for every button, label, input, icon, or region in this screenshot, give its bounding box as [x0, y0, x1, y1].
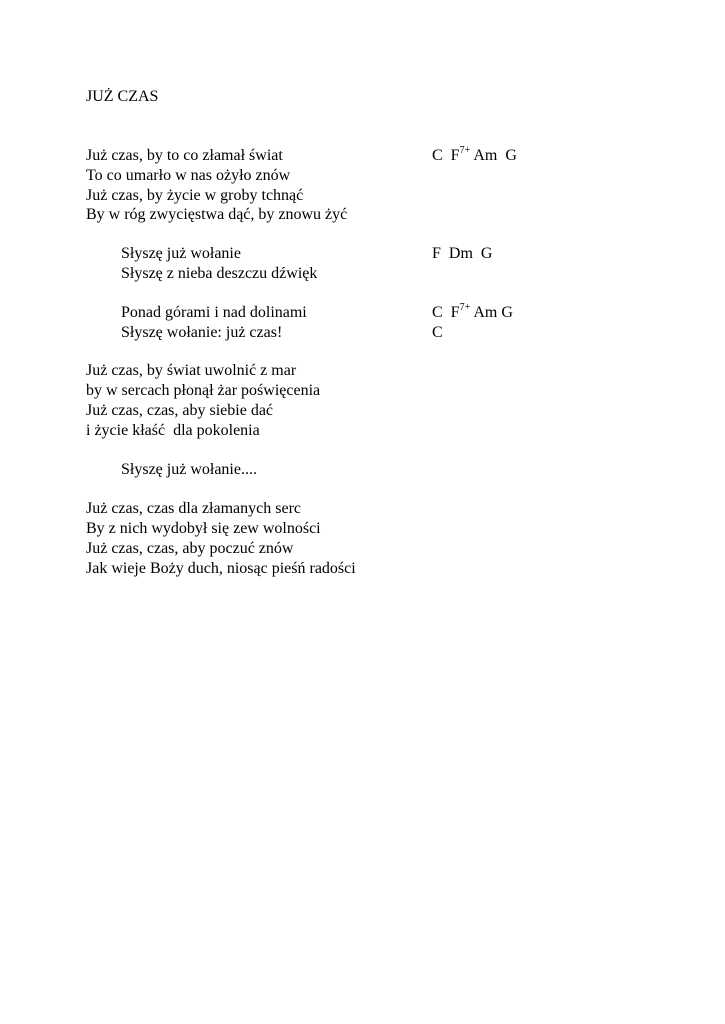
verse3-line-2: By z nich wydobył się zew wolności	[86, 520, 321, 537]
verse3-line-4: Jak wieje Boży duch, niosąc pieśń radości	[86, 560, 356, 577]
chords-chorus2-line1	[432, 303, 513, 323]
chord-superscript: 7+	[459, 145, 471, 156]
chord-text: C F	[432, 147, 460, 164]
verse2-line-4: i życie kłaść dla pokolenia	[86, 422, 260, 439]
verse1-line-4: By w róg zwycięstwa dąć, by znowu żyć	[86, 206, 348, 223]
chord-text: C F	[432, 304, 460, 321]
verse3-line-1: Już czas, czas dla złamanych serc	[86, 500, 301, 517]
chorus1-line-1: Słyszę już wołanie	[121, 245, 241, 262]
verse2-line-1: Już czas, by świat uwolnić z mar	[86, 362, 297, 379]
chords-verse1	[432, 146, 517, 166]
verse2-line-2: by w sercach płonął żar poświęcenia	[86, 382, 321, 399]
verse1-line-1: Już czas, by to co złamał świat	[86, 147, 283, 164]
chord-text: Am G	[470, 147, 517, 164]
chorus-repeat-line: Słyszę już wołanie....	[121, 461, 257, 478]
song-title: JUŻ CZAS	[86, 88, 159, 105]
chorus2-line-2: Słyszę wołanie: już czas!	[121, 324, 283, 341]
verse1-line-2: To co umarło w nas ożyło znów	[86, 167, 291, 184]
chords-chorus2-line2: C	[432, 324, 443, 341]
chorus2-line-1: Ponad górami i nad dolinami	[121, 304, 307, 321]
verse3-line-3: Już czas, czas, aby poczuć znów	[86, 540, 294, 557]
verse2-line-3: Już czas, czas, aby siebie dać	[86, 402, 274, 419]
chord-text: Am G	[470, 304, 513, 321]
chorus1-line-2: Słyszę z nieba deszczu dźwięk	[121, 265, 318, 282]
chord-superscript: 7+	[459, 302, 471, 313]
verse1-line-3: Już czas, by życie w groby tchnąć	[86, 187, 304, 204]
chords-chorus1: F Dm G	[432, 245, 493, 262]
